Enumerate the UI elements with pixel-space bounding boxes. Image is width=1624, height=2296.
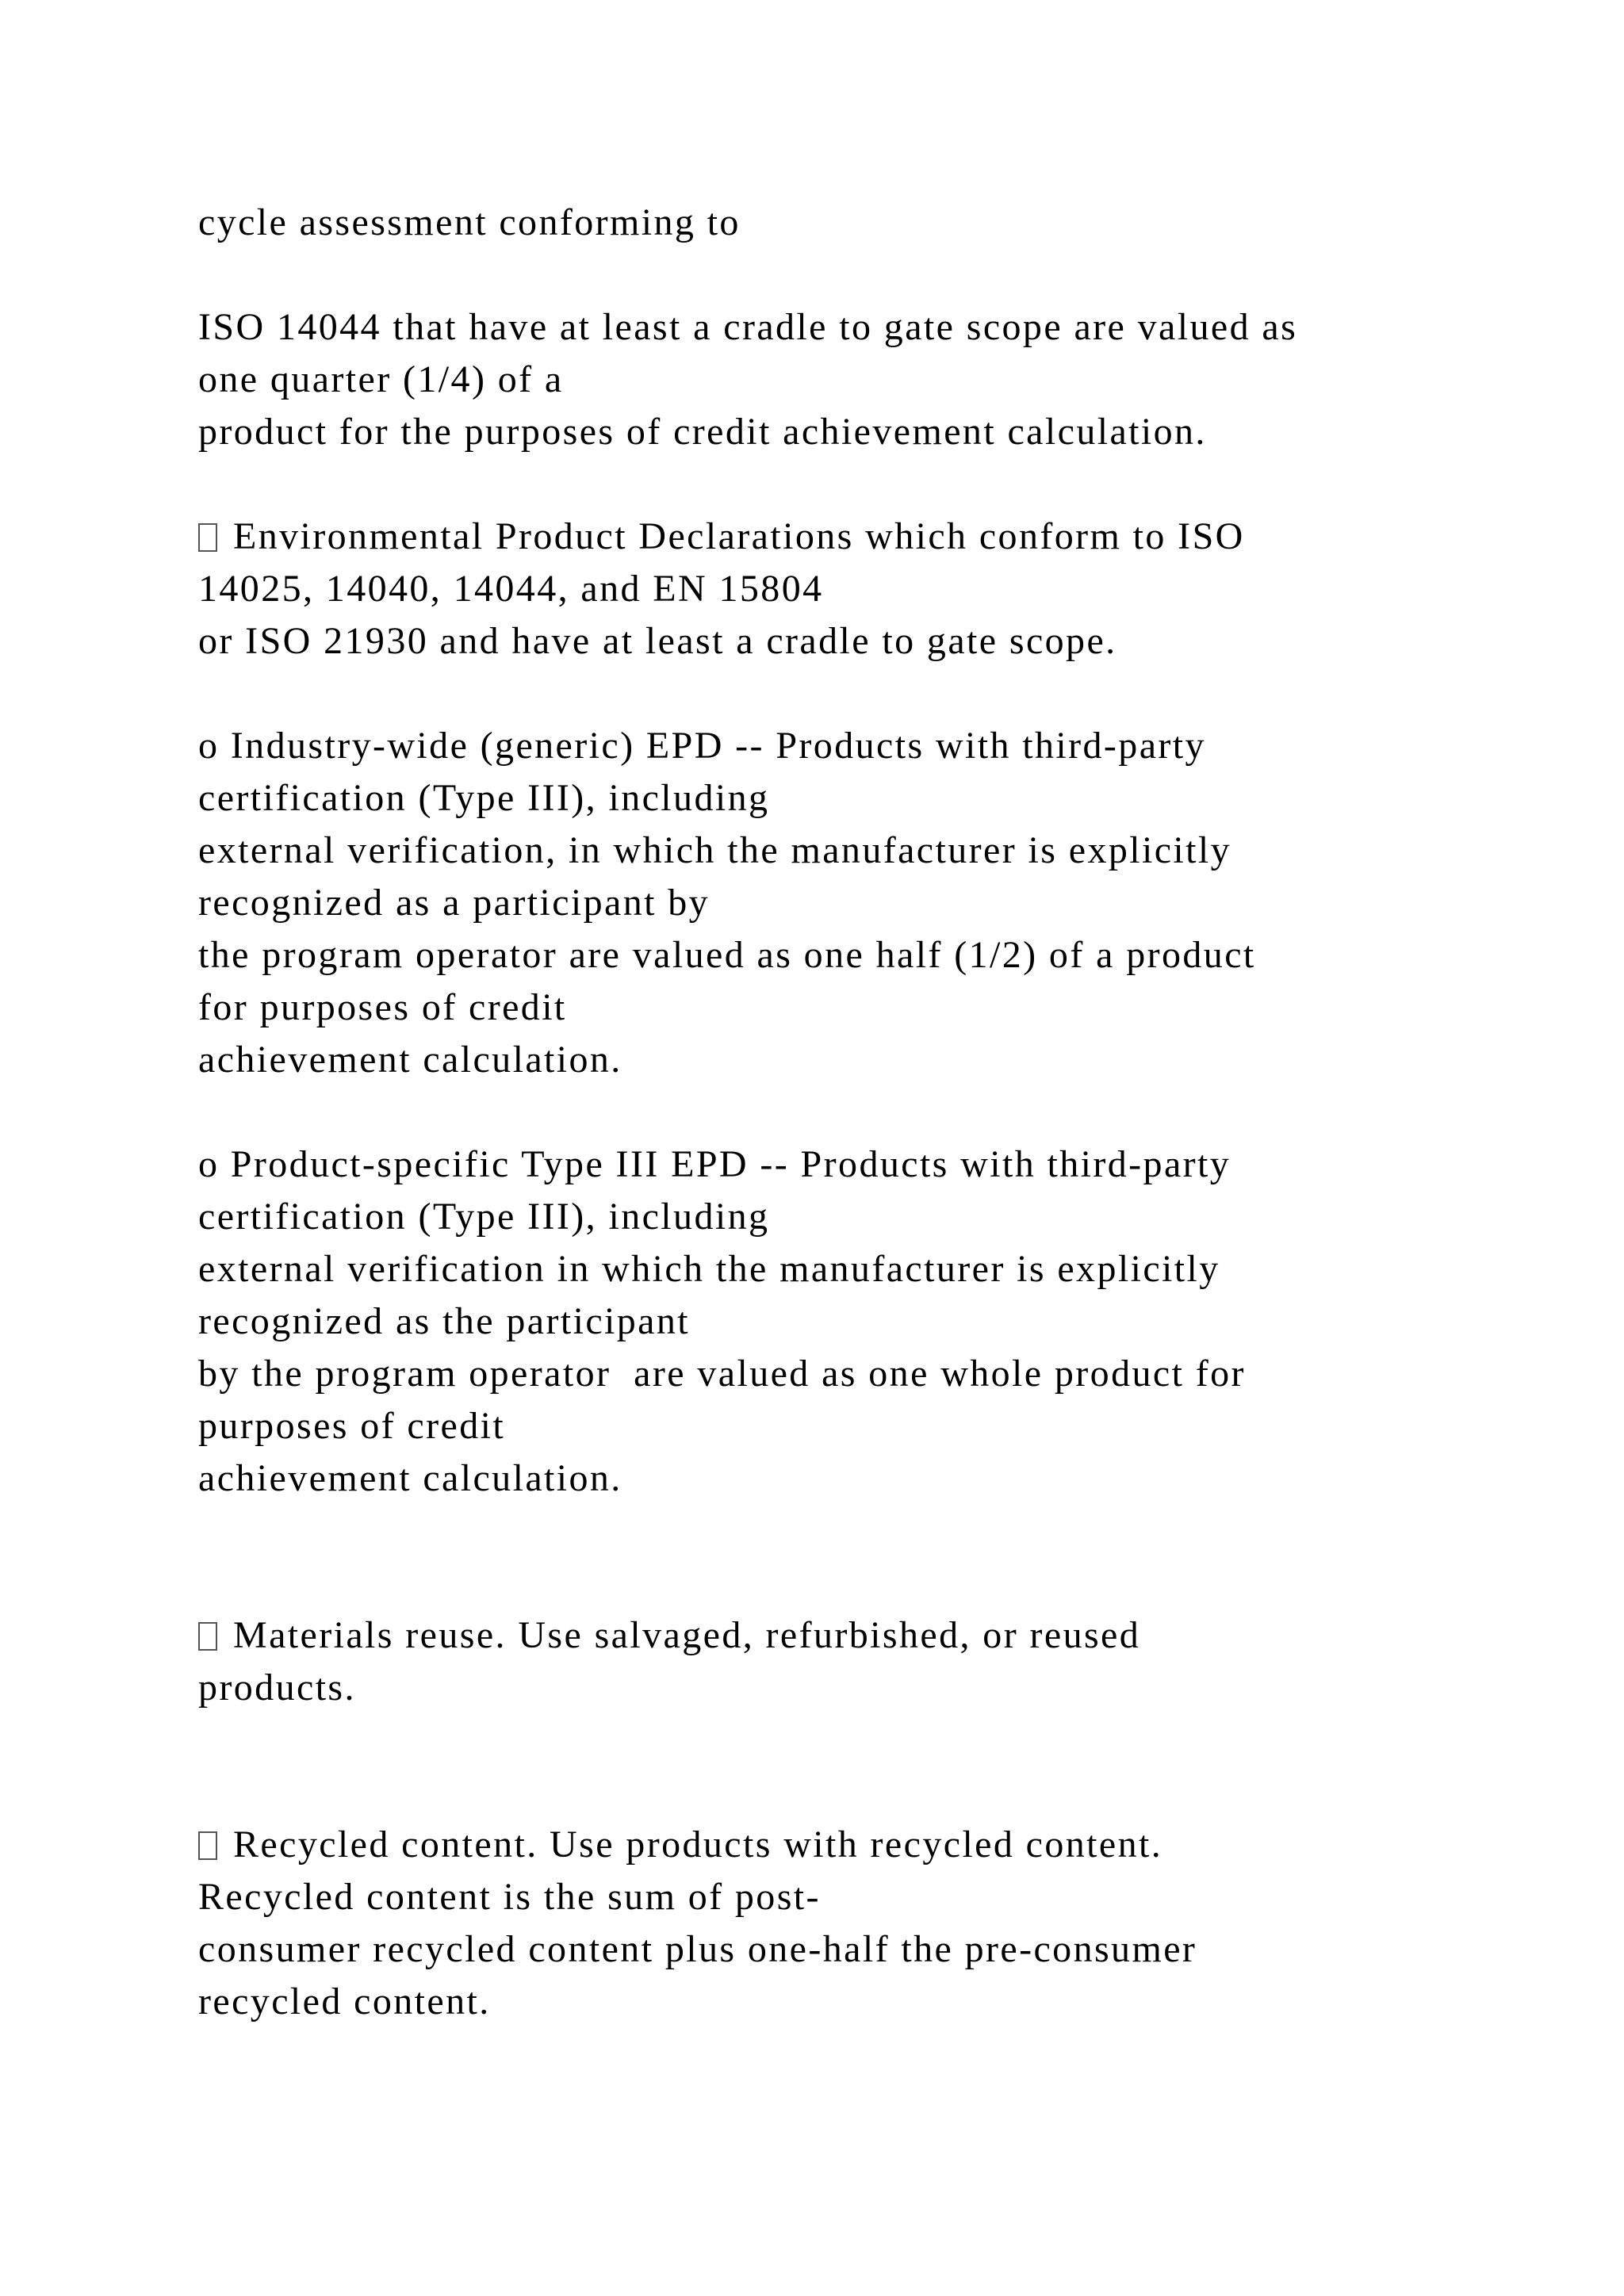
text-line: consumer recycled content plus one-half the pre-consumer [198, 1928, 1197, 1970]
paragraph-gap [198, 1714, 1546, 1819]
text-line: external verification, in which the manufacturer is explicitly [198, 829, 1232, 871]
text-line: product for the purposes of credit achievement calculation. [198, 411, 1207, 453]
bullet-box-icon [198, 523, 217, 552]
bullet-box-icon [198, 1622, 217, 1651]
text-line: for purposes of credit [198, 986, 567, 1028]
paragraph-gap [198, 458, 1546, 511]
text-line: external verification in which the manufacturer is explicitly [198, 1248, 1220, 1290]
paragraph-gap [198, 1505, 1546, 1609]
text-line: the program operator are valued as one half (1/2) of a product [198, 934, 1256, 976]
text-line: o Industry-wide (generic) EPD -- Products with third-party [198, 725, 1206, 767]
text-line: certification (Type III), including [198, 1196, 770, 1238]
document-page [198, 197, 1546, 2028]
bullet-line [198, 1819, 1546, 1871]
text-line: 14025, 14040, 14044, and EN 15804 [198, 568, 824, 610]
text-line: products. [198, 1667, 356, 1709]
text-span: Materials reuse. Use salvaged, refurbished, or reused [233, 1614, 1141, 1656]
text-line: recycled content. [198, 1980, 491, 2022]
text-span: Recycled content. Use products with recycled content. [233, 1823, 1163, 1866]
text-line: by the program operator are valued as one whole product for [198, 1353, 1246, 1395]
text-line: purposes of credit [198, 1405, 506, 1447]
text-line: Recycled content is the sum of post- [198, 1876, 821, 1918]
text-line: recognized as a participant by [198, 882, 710, 924]
bullet-box-icon [198, 1831, 217, 1860]
text-line: o Product-specific Type III EPD -- Products with third-party [198, 1143, 1231, 1185]
text-line: one quarter (1/4) of a [198, 358, 564, 400]
paragraph-gap [198, 1086, 1546, 1138]
paragraph-gap [198, 249, 1546, 301]
bullet-line [198, 1609, 1546, 1662]
bullet-line [198, 511, 1546, 563]
text-line: or ISO 21930 and have at least a cradle to gate scope. [198, 620, 1117, 662]
text-line: recognized as the participant [198, 1300, 691, 1342]
text-line: certification (Type III), including [198, 777, 770, 819]
text-line: cycle assessment conforming to [198, 201, 741, 243]
text-line: achievement calculation. [198, 1457, 622, 1499]
text-span: Environmental Product Declarations which conform to ISO [233, 515, 1245, 557]
paragraph-gap [198, 668, 1546, 720]
text-line: achievement calculation. [198, 1039, 622, 1081]
text-line: ISO 14044 that have at least a cradle to gate scope are valued as [198, 306, 1298, 348]
